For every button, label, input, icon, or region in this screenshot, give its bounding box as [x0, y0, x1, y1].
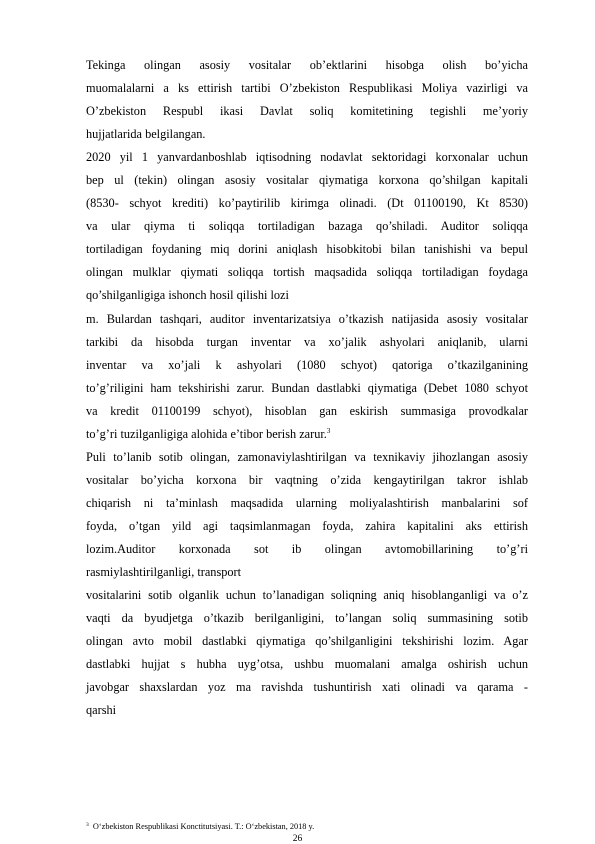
- text-line: vaqti da byudjetga o’tkazib berilganligini, to’langan soliq summasining sotib: [86, 611, 528, 626]
- text-line: to’g’riligini ham tekshirishi zarur. Bundan dastlabki qiymatiga (Debet 1080 schyot: [86, 380, 528, 395]
- text-line: vositalar bo’yicha korxona bir vaqtning o’zida kengaytirilgan takror ishlab: [86, 472, 528, 487]
- page-number: 26: [292, 834, 303, 844]
- text-line: muomalalarni a ks ettirish tartibi O’zbekiston Respublikasi Moliya vazirligi va: [86, 81, 528, 96]
- text-line: inventar va xo’jali k ashyolari (1080 schyot) qatoriga o’tkazilganining: [86, 357, 528, 372]
- body-text: [86, 54, 528, 722]
- text-line: qo’shilganligiga ishonch hosil qilishi lozi: [86, 288, 289, 303]
- text-line: vositalarini sotib olganlik uchun to’lanadigan soliqning aniq hisoblanganligi va o’z: [86, 588, 528, 603]
- text-line: foyda, o’tgan yild agi taqsimlanmagan foyda, zahira kapitalini aks ettirish: [86, 518, 528, 533]
- text-line: O’zbekiston Respubl ikasi Davlat soliq komitetining tegishli me’yoriy: [86, 104, 528, 119]
- text-line: rasmiylashtirilganligi, transport: [86, 565, 242, 580]
- footnote-marker: 3: [86, 822, 89, 828]
- text-line: m. Bulardan tashqari, auditor inventarizatsiya o’tkazish natijasida asosiy vositalar: [86, 311, 528, 326]
- text-line: Puli to’lanib sotib olingan, zamonaviylashtirilgan va texnikaviy jihozlangan asosiy: [86, 449, 528, 464]
- text-line: (8530- schyot krediti) ko’paytirilib kirimga olinadi. (Dt 01100190, Kt 8530): [86, 196, 528, 211]
- text-line: chiqarish ni ta’minlash maqsadida ularning moliyalashtirish manbalarini sof: [86, 495, 528, 510]
- text-line: hujjatlarida belgilangan.: [86, 127, 206, 142]
- footnote-reference: 3: [326, 426, 331, 435]
- text-line: va kredit 01100199 schyot), hisoblan gan eskirish summasiga provodkalar: [86, 403, 528, 418]
- text-line: javobgar shaxslardan yoz ma ravishda tushuntirish xati olinadi va qarama -: [86, 680, 528, 695]
- text-line: Tekinga olingan asosiy vositalar ob’ektlarini hisobga olish bo’yicha: [86, 58, 528, 72]
- text-line: tarkibi da hisobda turgan inventar va xo’jalik ashyolari aniqlanib, ularni: [86, 334, 528, 349]
- text-line: lozim.Auditor korxonada sot ib olingan avtomobillarining to’g’ri: [86, 541, 528, 556]
- text-line: olingan avto mobil dastlabki qiymatiga qo’shilganligini tekshirishi lozim. Agar: [86, 634, 528, 649]
- footnote: [86, 822, 526, 832]
- text-line: qarshi: [86, 703, 117, 718]
- text-line: 2020 yil 1 yanvardanboshlab iqtisodning nodavlat sektoridagi korxonalar uchun: [86, 150, 528, 165]
- footnote-text: O‘zbekiston Respublikasi Konctitutsiyasi. T.: O‘zbekistan, 2018 y.: [92, 822, 315, 831]
- text-line-with-footnote-ref: [86, 423, 528, 446]
- text-line: tortiladigan foydaning miq dorini aniqlash hisobkitobi bilan tanishishi va bepul: [86, 242, 528, 257]
- text-line: olingan mulklar qiymati soliqqa tortish maqsadida soliqqa tortiladigan foydaga: [86, 265, 528, 280]
- text-line: bep ul (tekin) olingan asosiy vositalar qiymatiga korxona qo’shilgan kapitali: [86, 173, 528, 188]
- text-line: dastlabki hujjat s hubha uyg’otsa, ushbu muomalani amalga oshirish uchun: [86, 657, 528, 672]
- text-line-content: to’g’ri tuzilganligiga alohida e’tibor berish zarur.: [86, 426, 327, 441]
- text-line: va ular qiyma ti soliqqa tortiladigan bazaga qo’shiladi. Auditor soliqqa: [86, 219, 528, 234]
